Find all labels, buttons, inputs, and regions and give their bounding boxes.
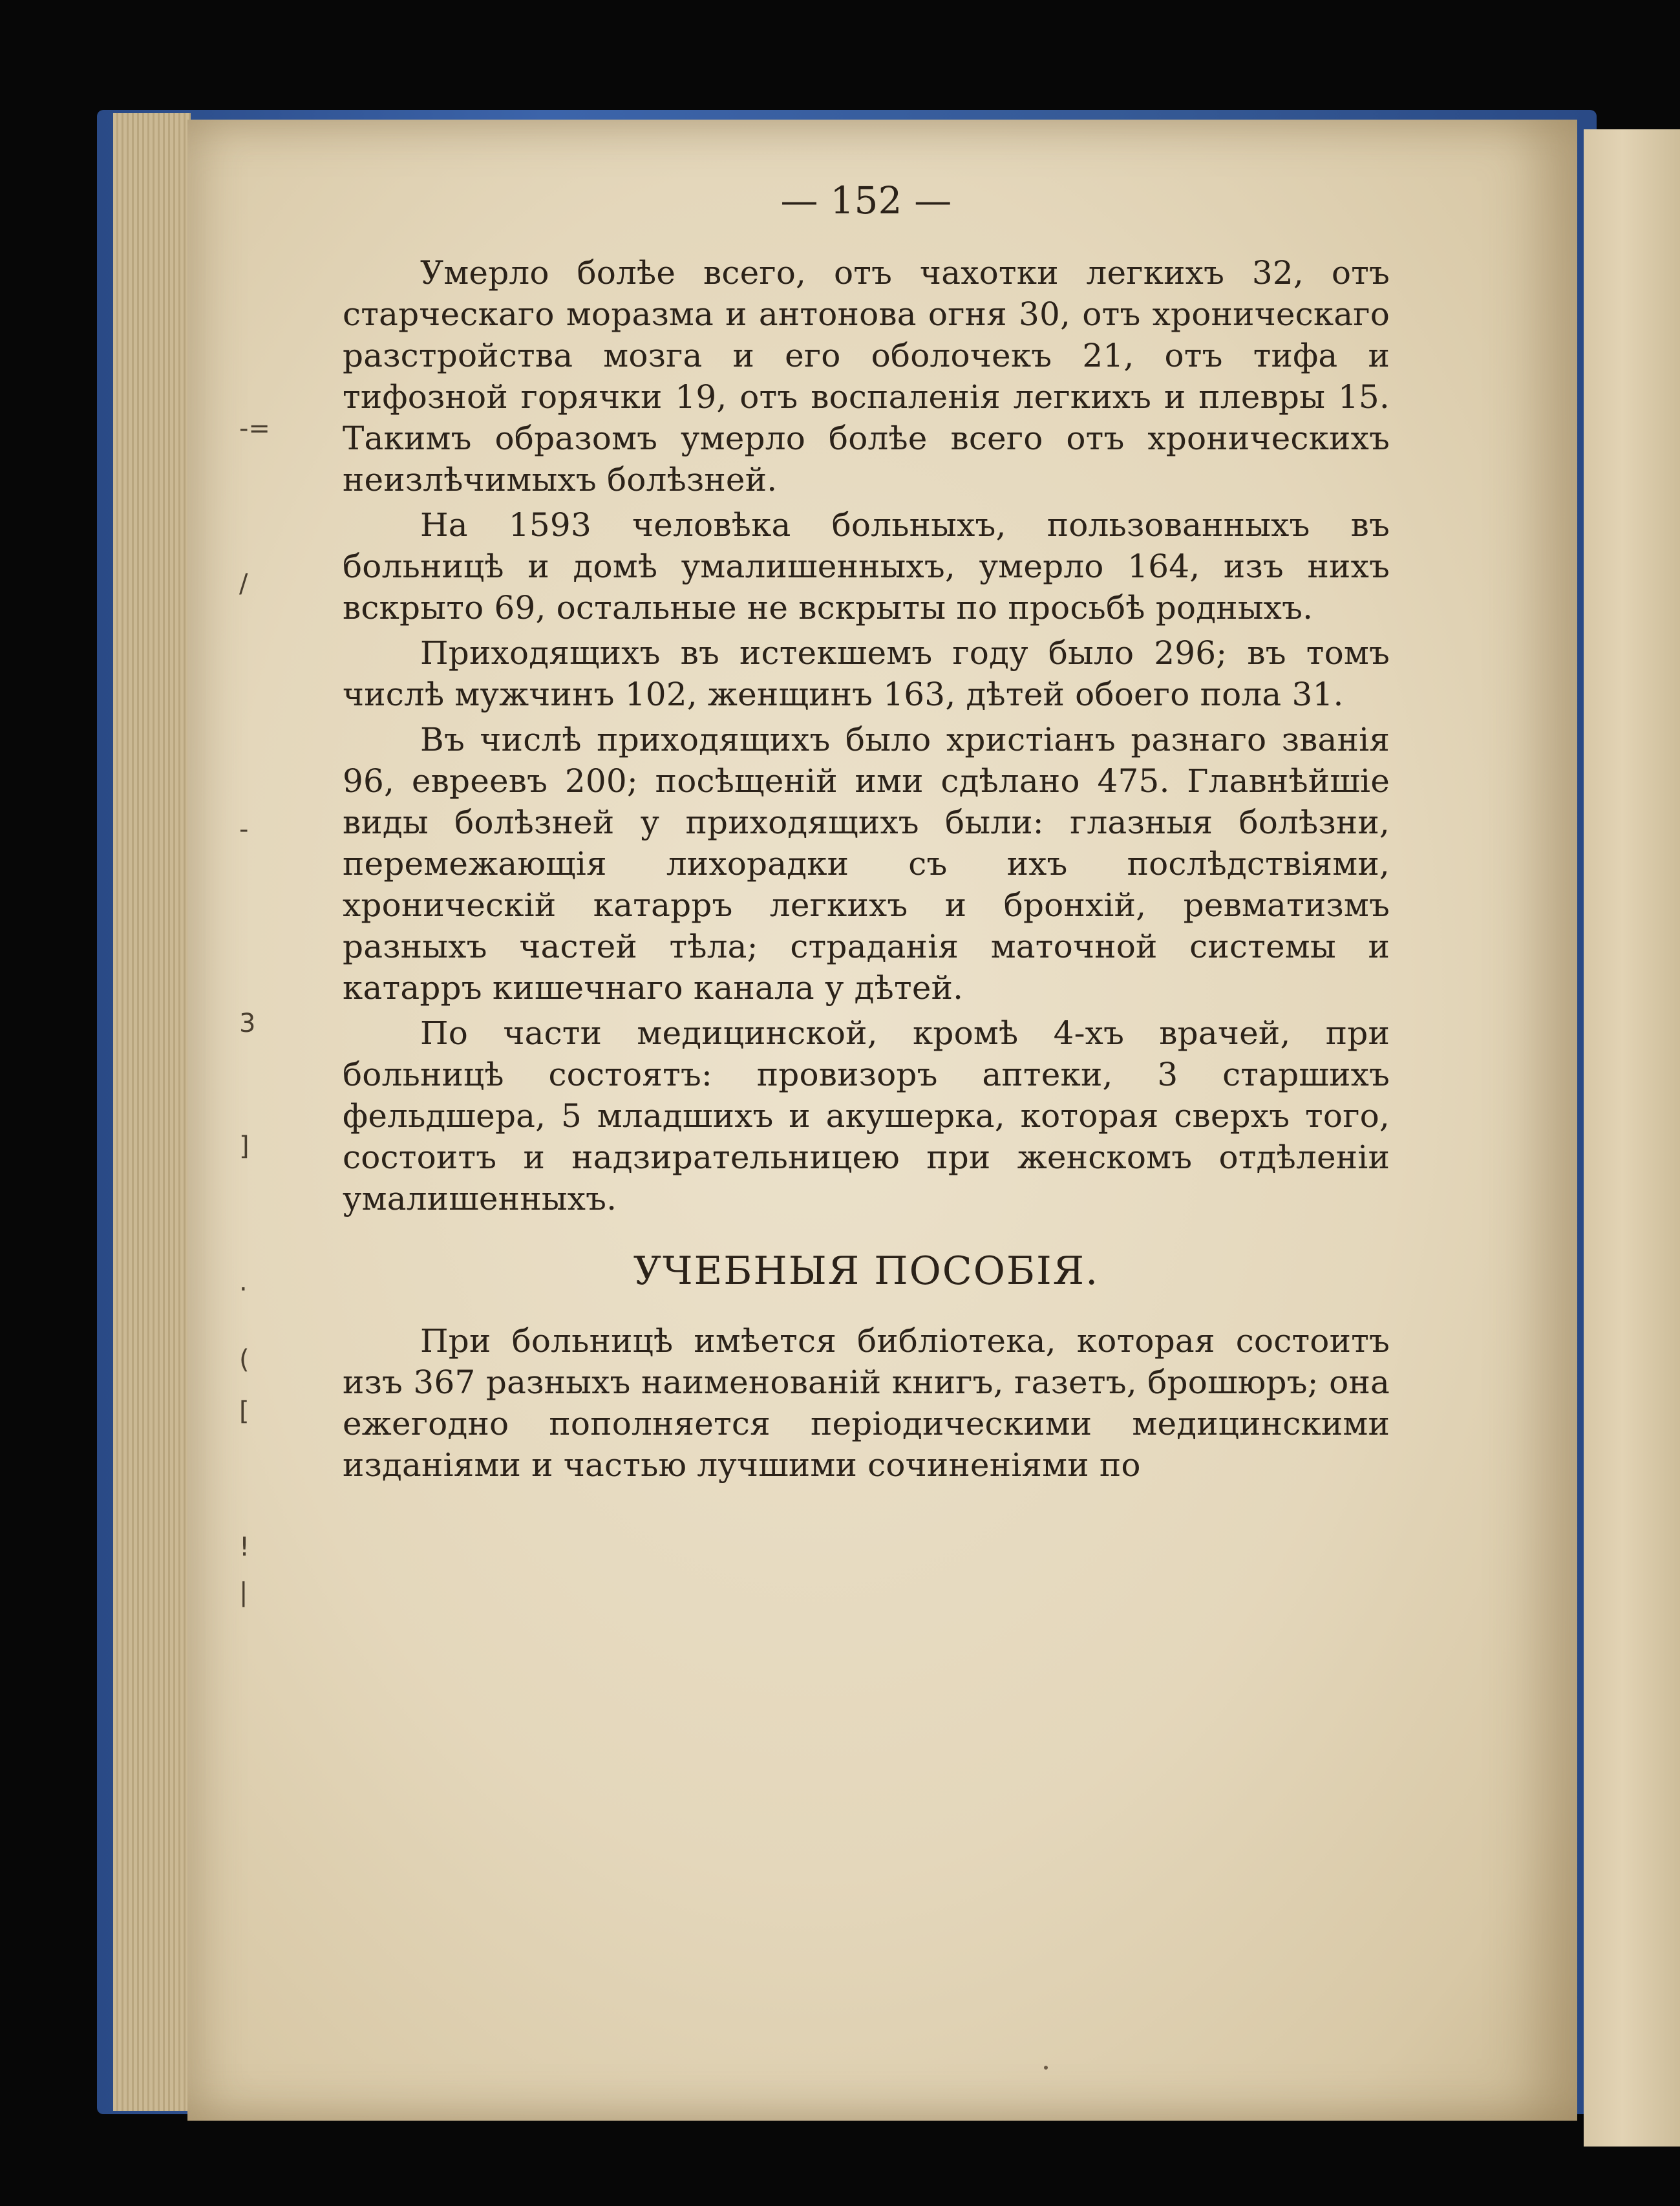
gutter-mark: (	[239, 1345, 250, 1375]
paragraph-outpatient-diseases: Въ числѣ приходящихъ было христіанъ разнаго званія 96, евреевъ 200; посѣщеній ими сдѣлано 475. Главнѣйшіе виды болѣзней у приходящихъ были: глазныя болѣзни, перемежающія лихорадки съ ихъ послѣдствіями, хроническій катарръ легкихъ и бронхій, ревматизмъ разныхъ частей тѣла; страданія маточной системы и катарръ кишечнаго канала у дѣтей.	[343, 721, 1390, 1007]
page-speck	[1044, 2066, 1048, 2070]
gutter-mark: -	[239, 815, 249, 844]
paragraph-autopsies: На 1593 человѣка больныхъ, пользованныхъ въ больницѣ и домѣ умалишенныхъ, умерло 164, изъ нихъ вскрыто 69, остальные не вскрыты по просьбѣ родныхъ.	[343, 506, 1390, 626]
section-heading: УЧЕБНЫЯ ПОСОБІЯ.	[633, 1248, 1100, 1294]
gutter-mark: [	[239, 1397, 250, 1426]
gutter-mark: ]	[239, 1131, 250, 1161]
gutter-mark: /	[239, 569, 248, 599]
gutter-marks	[239, 388, 278, 1607]
gutter-mark: .	[239, 1267, 248, 1297]
page-stack-edges	[113, 113, 191, 2111]
page-text	[343, 175, 1390, 1490]
gutter-mark: !	[239, 1532, 250, 1562]
gutter-mark: |	[239, 1578, 248, 1607]
page-number: — 152 —	[780, 178, 952, 222]
gutter-mark: 3	[239, 1009, 256, 1038]
gutter-mark: -=	[239, 414, 270, 444]
paragraph-library: При больницѣ имѣется библіотека, которая состоитъ изъ 367 разныхъ наименованій книгъ, газетъ, брошюръ; она ежегодно пополняется періодическими медицинскими изданіями и частью лучшими сочиненіями по	[343, 1322, 1390, 1484]
paragraph-medical-staff: По части медицинской, кромѣ 4-хъ врачей, при больницѣ состоятъ: провизоръ аптеки, 3 старшихъ фельдшера, 5 младшихъ и акушерка, которая сверхъ того, состоитъ и надзирательницею при женскомъ отдѣленіи умалишенныхъ.	[343, 1014, 1390, 1217]
paragraph-mortality: Умерло болѣе всего, отъ чахотки легкихъ 32, отъ старческаго моразма и антонова огня 30, отъ хроническаго разстройства мозга и его оболочекъ 21, отъ тифа и тифозной горячки 19, отъ воспаленія легкихъ и плевры 15. Такимъ образомъ умерло болѣе всего отъ хроническихъ неизлѣчимыхъ болѣзней.	[343, 254, 1390, 498]
facing-page-edge	[1584, 129, 1680, 2147]
paragraph-outpatients: Приходящихъ въ истекшемъ году было 296; въ томъ числѣ мужчинъ 102, женщинъ 163, дѣтей обоего пола 31.	[343, 634, 1390, 713]
